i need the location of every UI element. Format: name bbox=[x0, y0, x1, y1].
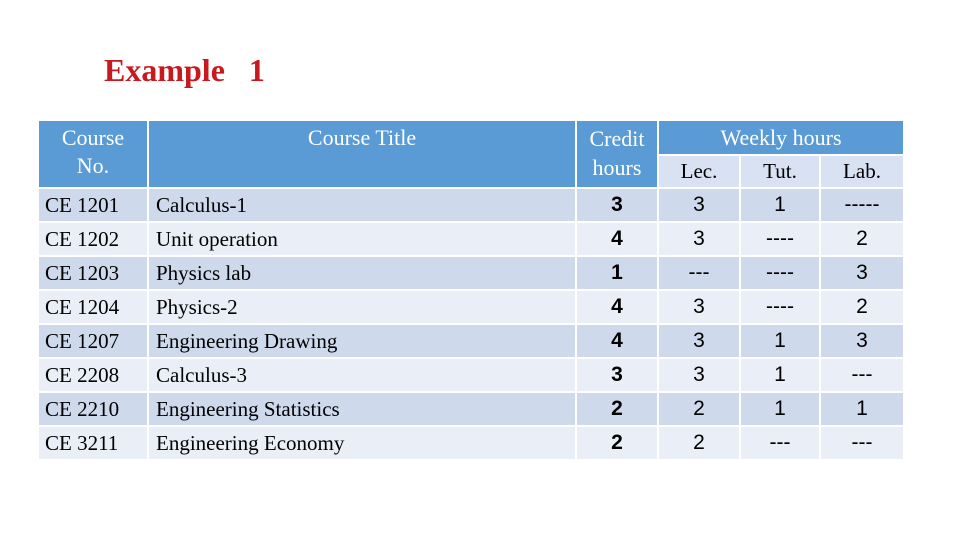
table-row bbox=[38, 256, 904, 290]
lec-cell: 2 bbox=[658, 426, 740, 460]
tut-cell: 1 bbox=[740, 392, 820, 426]
tut-cell: --- bbox=[740, 426, 820, 460]
course-title-cell: Engineering Statistics bbox=[148, 392, 576, 426]
table-row bbox=[38, 426, 904, 460]
course-title-cell: Engineering Drawing bbox=[148, 324, 576, 358]
header-course-no: Course No. bbox=[38, 120, 148, 188]
credit-cell: 4 bbox=[576, 324, 658, 358]
tut-cell: 1 bbox=[740, 188, 820, 222]
credit-cell: 2 bbox=[576, 426, 658, 460]
course-no-cell: CE 2208 bbox=[38, 358, 148, 392]
credit-cell: 3 bbox=[576, 188, 658, 222]
lab-cell: 1 bbox=[820, 392, 904, 426]
credit-cell: 4 bbox=[576, 290, 658, 324]
tut-cell: ---- bbox=[740, 256, 820, 290]
lec-cell: 2 bbox=[658, 392, 740, 426]
lec-cell: 3 bbox=[658, 188, 740, 222]
table-row bbox=[38, 290, 904, 324]
tut-cell: ---- bbox=[740, 222, 820, 256]
course-no-cell: CE 1204 bbox=[38, 290, 148, 324]
table-row bbox=[38, 392, 904, 426]
header-lec: Lec. bbox=[658, 155, 740, 188]
header-weekly-hours: Weekly hours bbox=[658, 120, 904, 155]
credit-cell: 4 bbox=[576, 222, 658, 256]
course-no-cell: CE 1202 bbox=[38, 222, 148, 256]
course-title-cell: Physics lab bbox=[148, 256, 576, 290]
lab-cell: 3 bbox=[820, 324, 904, 358]
lec-cell: 3 bbox=[658, 358, 740, 392]
lab-cell: ----- bbox=[820, 188, 904, 222]
header-tut: Tut. bbox=[740, 155, 820, 188]
tut-cell: ---- bbox=[740, 290, 820, 324]
credit-cell: 1 bbox=[576, 256, 658, 290]
table-row bbox=[38, 324, 904, 358]
lab-cell: --- bbox=[820, 426, 904, 460]
lec-cell: --- bbox=[658, 256, 740, 290]
course-title-cell: Engineering Economy bbox=[148, 426, 576, 460]
table-row bbox=[38, 222, 904, 256]
course-no-cell: CE 1203 bbox=[38, 256, 148, 290]
lec-cell: 3 bbox=[658, 324, 740, 358]
tut-cell: 1 bbox=[740, 358, 820, 392]
lab-cell: 3 bbox=[820, 256, 904, 290]
lec-cell: 3 bbox=[658, 290, 740, 324]
course-title-cell: Calculus-3 bbox=[148, 358, 576, 392]
course-no-cell: CE 1207 bbox=[38, 324, 148, 358]
tut-cell: 1 bbox=[740, 324, 820, 358]
course-title-cell: Physics-2 bbox=[148, 290, 576, 324]
table-row bbox=[38, 358, 904, 392]
course-no-cell: CE 2210 bbox=[38, 392, 148, 426]
header-course-title: Course Title bbox=[148, 120, 576, 188]
header-lab: Lab. bbox=[820, 155, 904, 188]
course-table bbox=[37, 119, 905, 461]
credit-cell: 3 bbox=[576, 358, 658, 392]
lab-cell: 2 bbox=[820, 222, 904, 256]
lec-cell: 3 bbox=[658, 222, 740, 256]
course-no-cell: CE 3211 bbox=[38, 426, 148, 460]
course-no-cell: CE 1201 bbox=[38, 188, 148, 222]
lab-cell: 2 bbox=[820, 290, 904, 324]
course-title-cell: Unit operation bbox=[148, 222, 576, 256]
table-row bbox=[38, 188, 904, 222]
header-credit-hours: Credit hours bbox=[576, 120, 658, 188]
page-title: Example 1 bbox=[104, 52, 265, 88]
credit-cell: 2 bbox=[576, 392, 658, 426]
lab-cell: --- bbox=[820, 358, 904, 392]
course-title-cell: Calculus-1 bbox=[148, 188, 576, 222]
